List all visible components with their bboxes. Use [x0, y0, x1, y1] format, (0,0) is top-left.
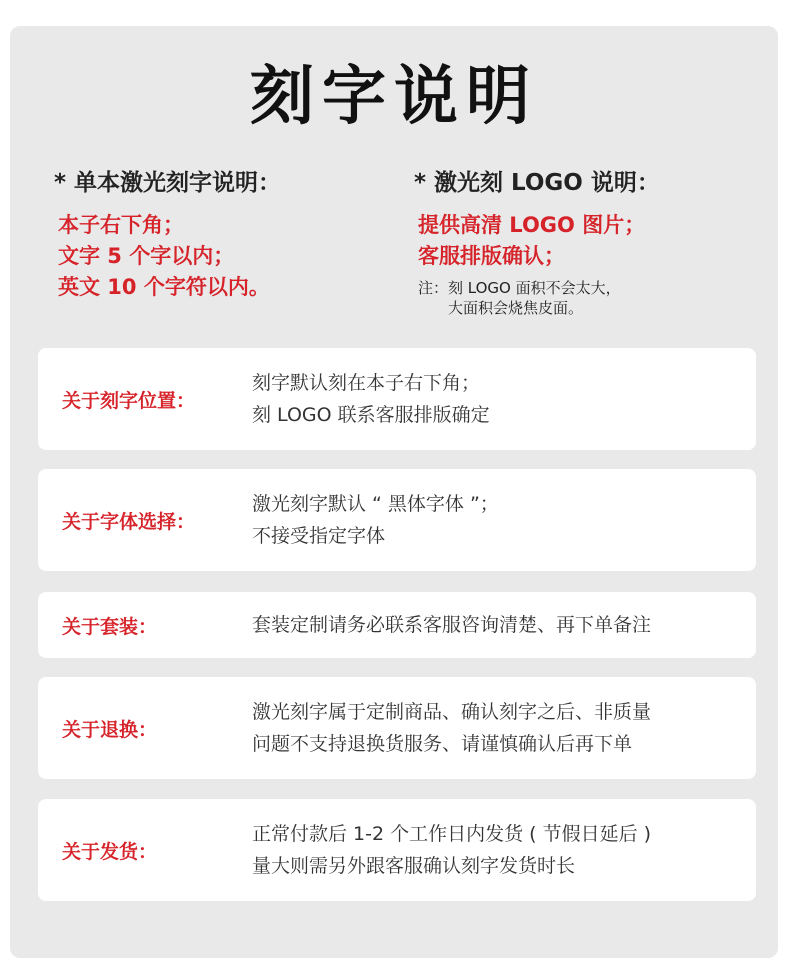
card-line: 不接受指定字体 [252, 525, 386, 547]
card-line: 正常付款后 1-2 个工作日内发货 ( 节假日延后 ) [252, 823, 652, 845]
note-label: 注： [418, 279, 449, 297]
card-font-choice [38, 469, 756, 571]
page-title: 刻字说明 [250, 59, 538, 134]
card-label: 关于发货： [62, 840, 158, 863]
card-line: 量大则需另外跟客服确认刻字发货时长 [252, 855, 576, 877]
logo-engraving-heading: * 激光刻 LOGO 说明： [414, 170, 660, 196]
card-line: 套装定制请务必联系客服咨询清楚、再下单备注 [252, 614, 652, 636]
card-body [252, 677, 736, 779]
logo-engraving-section [414, 168, 764, 318]
engraving-info-panel [10, 26, 778, 958]
card-label: 关于套装： [62, 615, 158, 638]
card-line: 刻字默认刻在本子右下角； [252, 372, 481, 394]
single-engraving-heading: * 单本激光刻字说明： [54, 170, 282, 196]
single-engraving-rule: 英文 10 个字符以内。 [58, 275, 270, 299]
card-body [252, 592, 736, 658]
single-engraving-rule: 本子右下角； [58, 213, 184, 237]
single-engraving-section [54, 168, 384, 303]
card-line: 问题不支持退换货服务、请谨慎确认后再下单 [252, 733, 633, 755]
note-line: 刻 LOGO 面积不会太大， [448, 279, 621, 297]
card-returns [38, 677, 756, 779]
card-engraving-position [38, 348, 756, 450]
logo-note [414, 278, 764, 318]
card-label: 关于字体选择： [62, 510, 196, 533]
card-label: 关于退换： [62, 718, 158, 741]
card-label: 关于刻字位置： [62, 389, 196, 412]
card-line: 激光刻字默认 “ 黑体字体 ”； [252, 493, 499, 515]
card-line: 刻 LOGO 联系客服排版确定 [252, 404, 490, 426]
single-engraving-rule: 文字 5 个字以内； [58, 244, 235, 268]
card-shipping [38, 799, 756, 901]
note-line: 大面积会烧焦皮面。 [448, 299, 584, 317]
card-body [252, 799, 736, 901]
card-body [252, 469, 736, 571]
logo-engraving-rule: 提供高清 LOGO 图片； [418, 213, 646, 237]
card-set [38, 592, 756, 658]
card-body [252, 348, 736, 450]
card-line: 激光刻字属于定制商品、确认刻字之后、非质量 [252, 701, 652, 723]
logo-engraving-rule: 客服排版确认； [418, 244, 565, 268]
